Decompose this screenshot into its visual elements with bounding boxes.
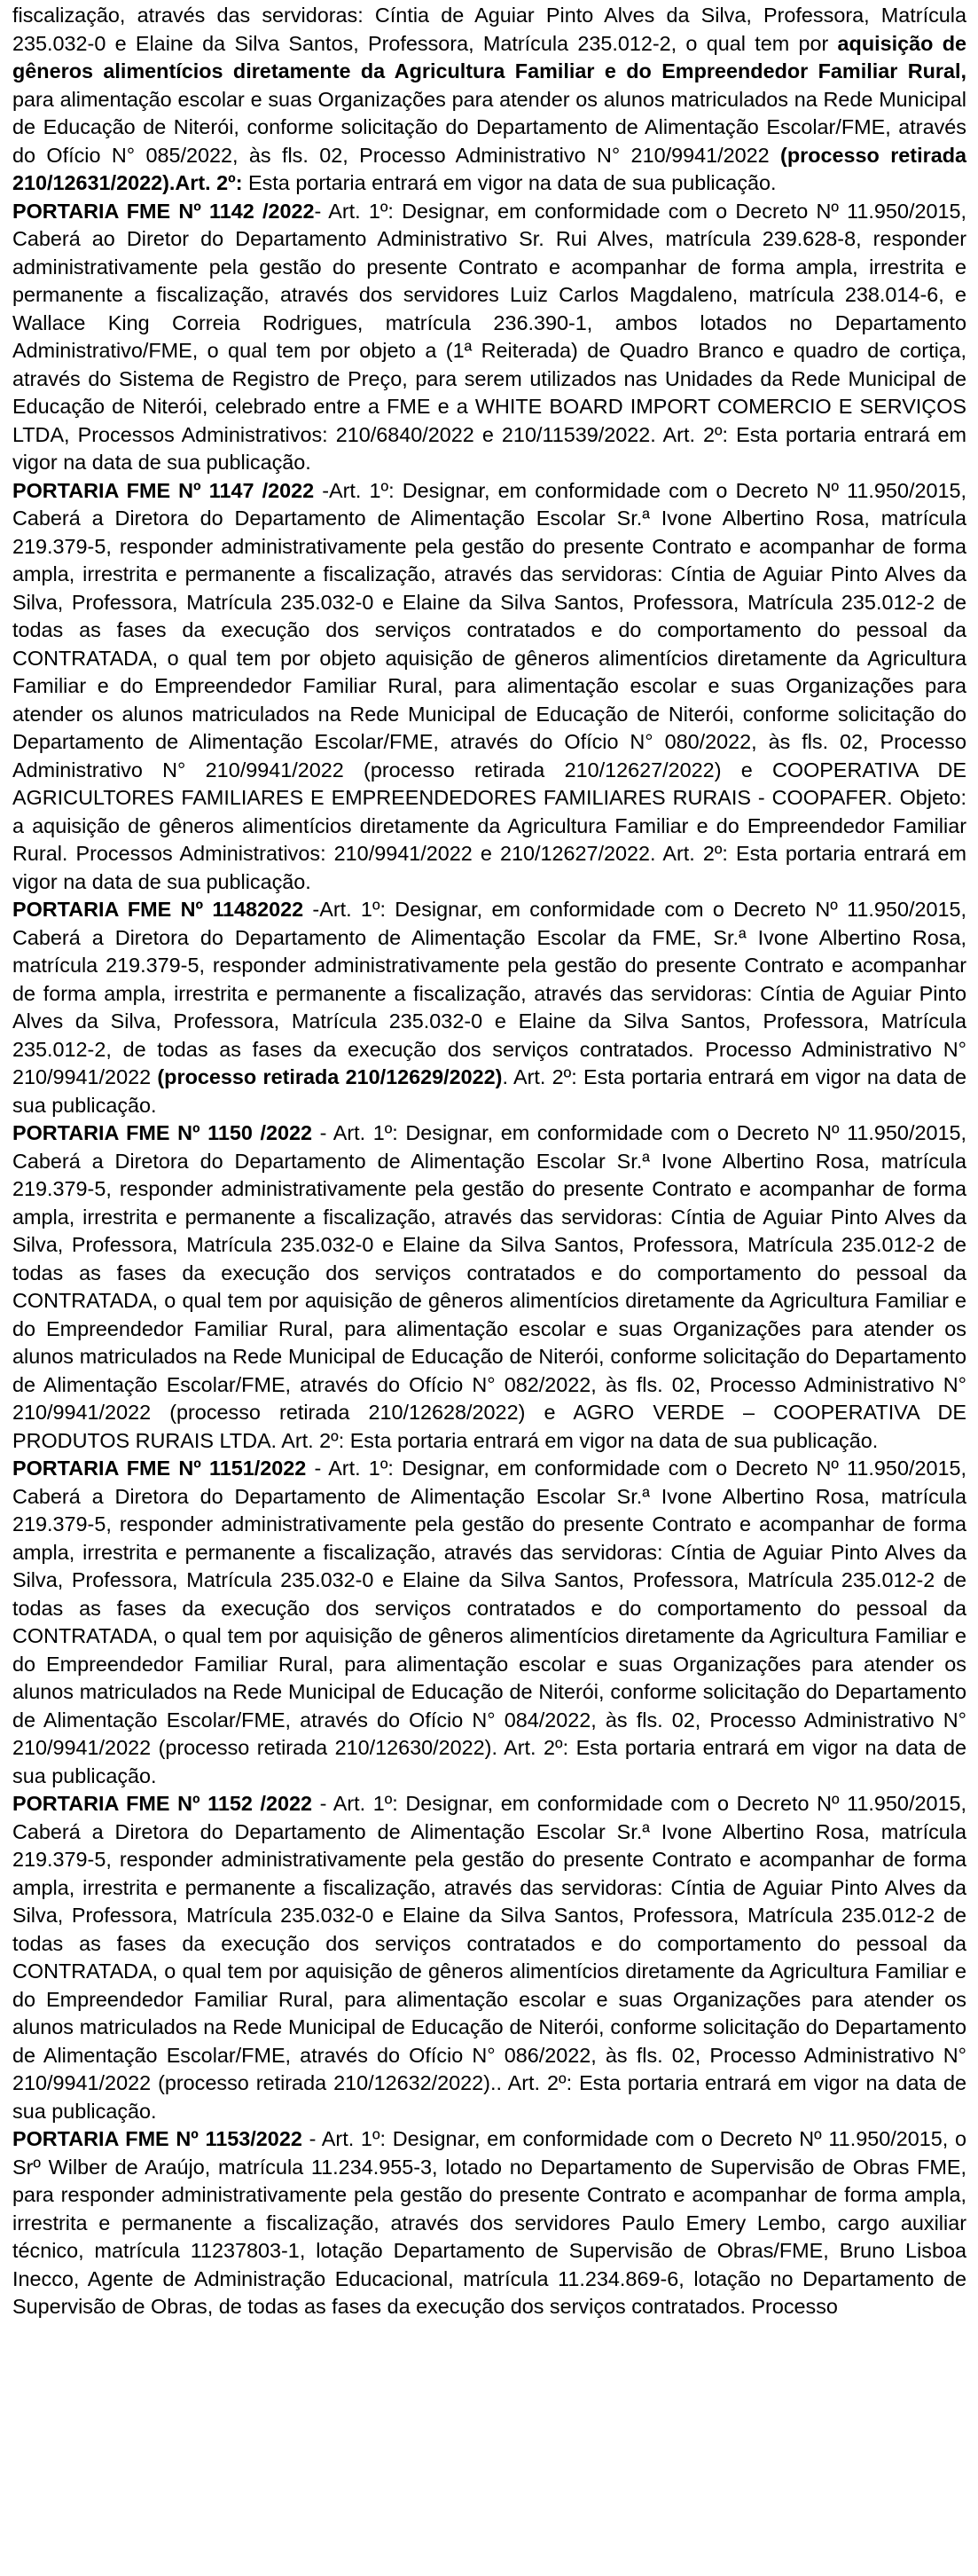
bold-text: aquisição de gêneros alimentícios diretamente da Agricultura Familiar e do Empreendedor Familiar Rural,: [12, 31, 966, 82]
bold-text: PORTARIA FME Nº 1142 /2022: [12, 199, 315, 223]
body-text: fiscalização, através das servidoras: Cíntia de Aguiar Pinto Alves da Silva, Professora, Matrícula 235.032-0 e Elaine da Silva Santos, Professora, Matrícula 235.012-2, o qual tem por: [12, 4, 966, 55]
body-text: para alimentação escolar e suas Organizações para atender os alunos matriculados na Rede Municipal de Educação de Niterói, conforme solicitação do Departamento de Alimentação Escolar/FME, através do Ofício N° 085/2022, às fls. 02, Processo Administrativo N° 210/9941/2022: [12, 87, 966, 167]
bold-text: PORTARIA FME Nº 1147 /2022: [12, 478, 315, 502]
paragraph-1142: [12, 198, 966, 477]
paragraph-1152: [12, 1790, 966, 2125]
paragraph-1151: [12, 1455, 966, 1790]
paragraph-0: [12, 2, 966, 198]
body-text: - Art. 1º: Designar, em conformidade com o Decreto Nº 11.950/2015, Caberá a Diretora do Departamento de Alimentação Escolar Sr.ª Ivone Albertino Rosa, matrícula 219.379-5, responder administrativamente pela gestão do presente Contrato e acompanhar de forma ampla, irrestrita e permanente a fiscalização, através das servidoras: Cíntia de Aguiar Pinto Alves da Silva, Professora, Matrícula 235.032-0 e Elaine da Silva Santos, Professora, Matrícula 235.012-2 de todas as fases da execução dos serviços contratados e do comportamento do pessoal da CONTRATADA, o qual tem por aquisição de gêneros alimentícios diretamente da Agricultura Familiar e do Empreendedor Familiar Rural, para alimentação escolar e suas Organizações para atender os alunos matriculados na Rede Municipal de Educação de Niterói, conforme solicitação do Departamento de Alimentação Escolar/FME, através do Ofício N° 082/2022, às fls. 02, Processo Administrativo N° 210/9941/2022 (processo retirada 210/12628/2022) e AGRO VERDE – COOPERATIVA DE PRODUTOS RURAIS LTDA. Art. 2º: Esta portaria entrará em vigor na data de sua publicação.: [12, 1121, 966, 1452]
body-text: - Art. 1º: Designar, em conformidade com o Decreto Nº 11.950/2015, Caberá a Diretora do Departamento de Alimentação Escolar Sr.ª Ivone Albertino Rosa, matrícula 219.379-5, responder administrativamente pela gestão do presente Contrato e acompanhar de forma ampla, irrestrita e permanente a fiscalização, através das servidoras: Cíntia de Aguiar Pinto Alves da Silva, Professora, Matrícula 235.032-0 e Elaine da Silva Santos, Professora, Matrícula 235.012-2 de todas as fases da execução dos serviços contratados e do comportamento do pessoal da CONTRATADA, o qual tem por aquisição de gêneros alimentícios diretamente da Agricultura Familiar e do Empreendedor Familiar Rural, para alimentação escolar e suas Organizações para atender os alunos matriculados na Rede Municipal de Educação de Niterói, conforme solicitação do Departamento de Alimentação Escolar/FME, através do Ofício N° 086/2022, às fls. 02, Processo Administrativo N° 210/9941/2022 (processo retirada 210/12632/2022).. Art. 2º: Esta portaria entrará em vigor na data de sua publicação.: [12, 1792, 966, 2123]
body-text: - Art. 1º: Designar, em conformidade com o Decreto Nº 11.950/2015, Caberá ao Diretor do Departamento Administrativo Sr. Rui Alves, matrícula 239.628-8, responder administrativamente pela gestão do presente Contrato e acompanhar de forma ampla, irrestrita e permanente a fiscalização, através dos servidores Luiz Carlos Magdaleno, matrícula 238.014-6, e Wallace King Correia Rodrigues, matrícula 236.390-1, ambos lotados no Departamento Administrativo/FME, o qual tem por objeto a (1ª Reiterada) de Quadro Branco e quadro de cortiça, através do Sistema de Registro de Preço, para serem utilizados nas Unidades da Rede Municipal de Educação de Niterói, celebrado entre a FME e a WHITE BOARD IMPORT COMERCIO E SERVIÇOS LTDA, Processos Administrativos: 210/6840/2022 e 210/11539/2022. Art. 2º: Esta portaria entrará em vigor na data de sua publicação.: [12, 199, 966, 474]
bold-text: PORTARIA FME Nº 1153/2022: [12, 2127, 302, 2150]
paragraph-1150: [12, 1119, 966, 1455]
bold-text: (processo retirada 210/12629/2022): [157, 1065, 503, 1088]
document-body: [12, 2, 966, 2321]
paragraph-1147: [12, 477, 966, 897]
bold-text: (processo retirada 210/12631/2022).Art. 2º:: [12, 143, 966, 194]
body-text: Esta portaria entrará em vigor na data de sua publicação.: [242, 171, 777, 194]
body-text: - Art. 1º: Designar, em conformidade com o Decreto Nº 11.950/2015, o Srº Wilber de Araújo, matrícula 11.234.955-3, lotado no Departamento de Supervisão de Obras FME, para responder administrativamente pela gestão do presente Contrato e acompanhar de forma ampla, irrestrita e permanente a fiscalização, através dos servidores Paulo Emery Lembo, cargo auxiliar técnico, matrícula 11237803-1, lotação Departamento de Supervisão de Obras/FME, Bruno Lisboa Inecco, Agente de Administração Educacional, matrícula 11.234.869-6, lotação no Departamento de Supervisão de Obras, de todas as fases da execução dos serviços contratados. Processo: [12, 2127, 966, 2318]
bold-text: PORTARIA FME Nº 1150 /2022: [12, 1121, 313, 1144]
bold-text: PORTARIA FME Nº 11482022: [12, 898, 304, 921]
bold-text: PORTARIA FME Nº 1152 /2022: [12, 1792, 313, 1815]
paragraph-1148: [12, 896, 966, 1119]
body-text: -Art. 1º: Designar, em conformidade com o Decreto Nº 11.950/2015, Caberá a Diretora do Departamento de Alimentação Escolar da FME, Sr.ª Ivone Albertino Rosa, matrícula 219.379-5, responder administrativamente pela gestão do presente Contrato e acompanhar de forma ampla, irrestrita e permanente a fiscalização, através das servidoras: Cíntia de Aguiar Pinto Alves da Silva, Professora, Matrícula 235.032-0 e Elaine da Silva Santos, Professora, Matrícula 235.012-2, de todas as fases da execução dos serviços contratados. Processo Administrativo N° 210/9941/2022: [12, 898, 966, 1088]
bold-text: PORTARIA FME Nº 1151/2022: [12, 1457, 307, 1480]
body-text: -Art. 1º: Designar, em conformidade com o Decreto Nº 11.950/2015, Caberá a Diretora do Departamento de Alimentação Escolar Sr.ª Ivone Albertino Rosa, matrícula 219.379-5, responder administrativamente pela gestão do presente Contrato e acompanhar de forma ampla, irrestrita e permanente a fiscalização, através das servidoras: Cíntia de Aguiar Pinto Alves da Silva, Professora, Matrícula 235.032-0 e Elaine da Silva Santos, Professora, Matrícula 235.012-2 de todas as fases da execução dos serviços contratados e do comportamento do pessoal da CONTRATADA, o qual tem por objeto aquisição de gêneros alimentícios diretamente da Agricultura Familiar e do Empreendedor Familiar Rural, para alimentação escolar e suas Organizações para atender os alunos matriculados na Rede Municipal de Educação de Niterói, conforme solicitação do Departamento de Alimentação Escolar/FME, através do Ofício N° 080/2022, às fls. 02, Processo Administrativo N° 210/9941/2022 (processo retirada 210/12627/2022) e COOPERATIVA DE AGRICULTORES FAMILIARES E EMPREENDEDORES FAMILIARES RURAIS - COOPAFER. Objeto: a aquisição de gêneros alimentícios diretamente da Agricultura Familiar e do Empreendedor Familiar Rural. Processos Administrativos: 210/9941/2022 e 210/12627/2022. Art. 2º: Esta portaria entrará em vigor na data de sua publicação.: [12, 478, 966, 893]
paragraph-1153: [12, 2125, 966, 2321]
body-text: - Art. 1º: Designar, em conformidade com o Decreto Nº 11.950/2015, Caberá a Diretora do Departamento de Alimentação Escolar Sr.ª Ivone Albertino Rosa, matrícula 219.379-5, responder administrativamente pela gestão do presente Contrato e acompanhar de forma ampla, irrestrita e permanente a fiscalização, através das servidoras: Cíntia de Aguiar Pinto Alves da Silva, Professora, Matrícula 235.032-0 e Elaine da Silva Santos, Professora, Matrícula 235.012-2 de todas as fases da execução dos serviços contratados e do comportamento do pessoal da CONTRATADA, o qual tem por aquisição de gêneros alimentícios diretamente da Agricultura Familiar e do Empreendedor Familiar Rural, para alimentação escolar e suas Organizações para atender os alunos matriculados na Rede Municipal de Educação de Niterói, conforme solicitação do Departamento de Alimentação Escolar/FME, através do Ofício N° 084/2022, às fls. 02, Processo Administrativo N° 210/9941/2022 (processo retirada 210/12630/2022). Art. 2º: Esta portaria entrará em vigor na data de sua publicação.: [12, 1457, 966, 1787]
body-text: . Art. 2º: Esta portaria entrará em vigor na data de sua publicação.: [12, 1065, 966, 1117]
